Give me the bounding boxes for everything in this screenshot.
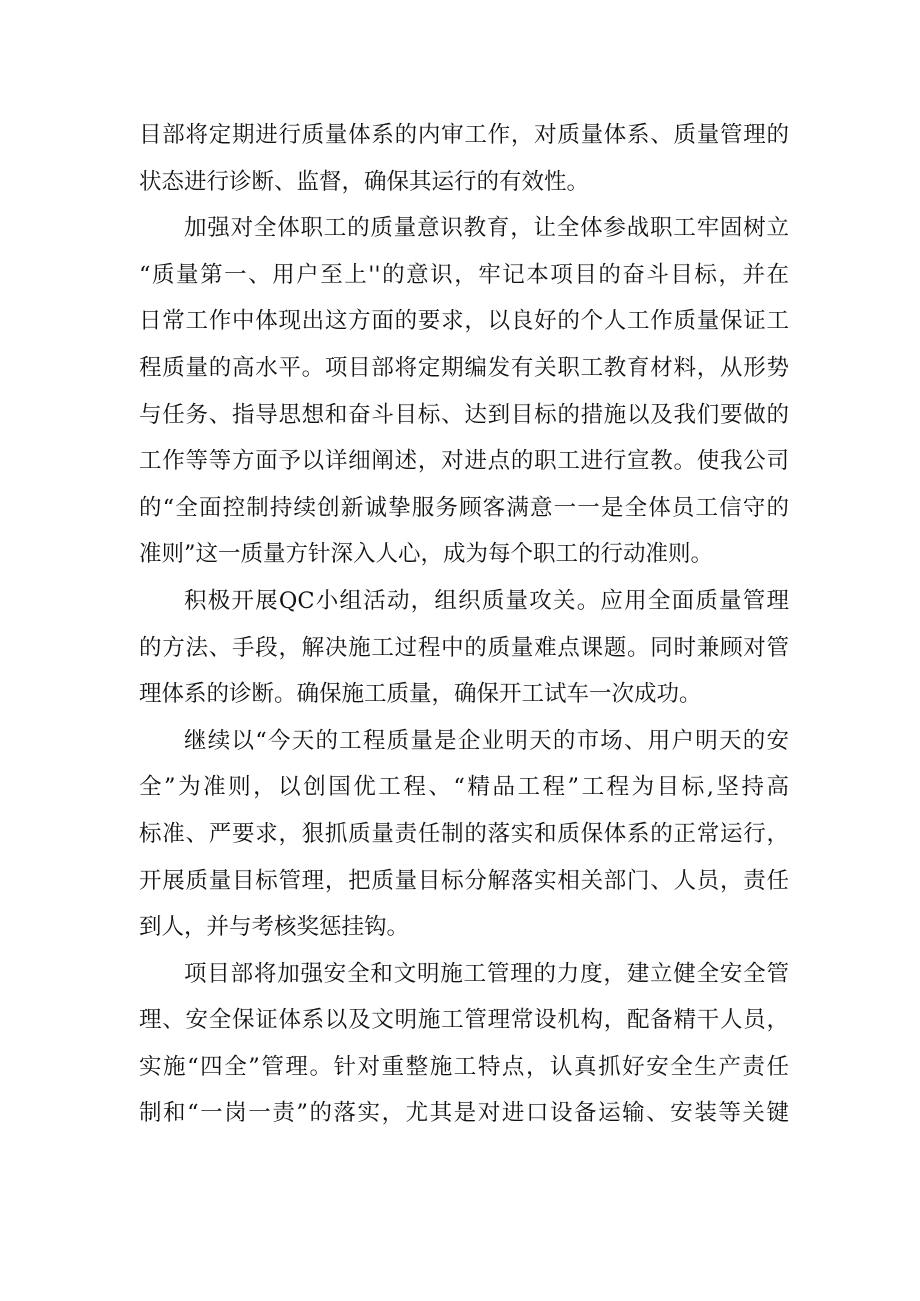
text-line: 开展质量目标管理，把质量目标分解落实相关部门、人员，责任 xyxy=(139,867,789,894)
text-line: “质量第一、用户至上''的意识，牢记本项目的奋斗目标，并在 xyxy=(139,261,789,288)
text-line: 加强对全体职工的质量意识教育，让全体参战职工牢固树立 xyxy=(184,215,789,242)
text-line: 与任务、指导思想和奋斗目标、达到目标的措施以及我们要做的 xyxy=(139,401,789,428)
text-line: 的“全面控制持续创新诚挚服务顾客满意一一是全体员工信守的 xyxy=(139,494,789,521)
text-line: 实施“四全”管理。针对重整施工特点，认真抓好安全生产责任 xyxy=(139,1053,789,1080)
text-line: 工作等等方面予以详细阐述，对进点的职工进行宣教。使我公司 xyxy=(139,448,789,475)
text-line: 标准、严要求，狠抓质量责任制的落实和质保体系的正常运行， xyxy=(139,820,789,847)
text-line: 项目部将加强安全和文明施工管理的力度，建立健全安全管 xyxy=(184,960,789,987)
text-line: 理体系的诊断。确保施工质量，确保开工试车一次成功。 xyxy=(139,681,702,708)
text-line: 制和“一岗一责”的落实，尤其是对进口设备运输、安装等关键 xyxy=(139,1100,789,1127)
paragraph-quality-education xyxy=(139,205,789,578)
text-line: 到人，并与考核奖惩挂钩。 xyxy=(139,914,410,941)
text-line: 理、安全保证体系以及文明施工管理常设机构，配备精干人员， xyxy=(139,1007,789,1034)
paragraph-safety-management xyxy=(139,951,789,1137)
text-line: 继续以“今天的工程质量是企业明天的市场、用户明天的安 xyxy=(184,727,789,754)
text-line: 积极开展QC小组活动，组织质量攻关。应用全面质量管理 xyxy=(184,587,789,614)
text-line: 目部将定期进行质量体系的内审工作，对质量体系、质量管理的 xyxy=(139,122,789,148)
text-line: 全”为准则，以创国优工程、“精品工程”工程为目标,坚持高 xyxy=(139,774,789,801)
text-line: 的方法、手段，解决施工过程中的质量难点课题。同时兼顾对管 xyxy=(139,634,789,661)
text-line: 日常工作中体现出这方面的要求，以良好的个人工作质量保证工 xyxy=(139,308,789,335)
document-body xyxy=(139,112,789,1137)
text-line: 状态进行诊断、监督，确保其运行的有效性。 xyxy=(139,168,590,195)
text-line: 准则”这一质量方针深入人心，成为每个职工的行动准则。 xyxy=(139,541,714,568)
text-line: 程质量的高水平。项目部将定期编发有关职工教育材料，从形势 xyxy=(139,354,789,381)
paragraph-quality-goals xyxy=(139,718,789,951)
paragraph-internal-audit xyxy=(139,112,789,205)
paragraph-qc-group xyxy=(139,578,789,718)
